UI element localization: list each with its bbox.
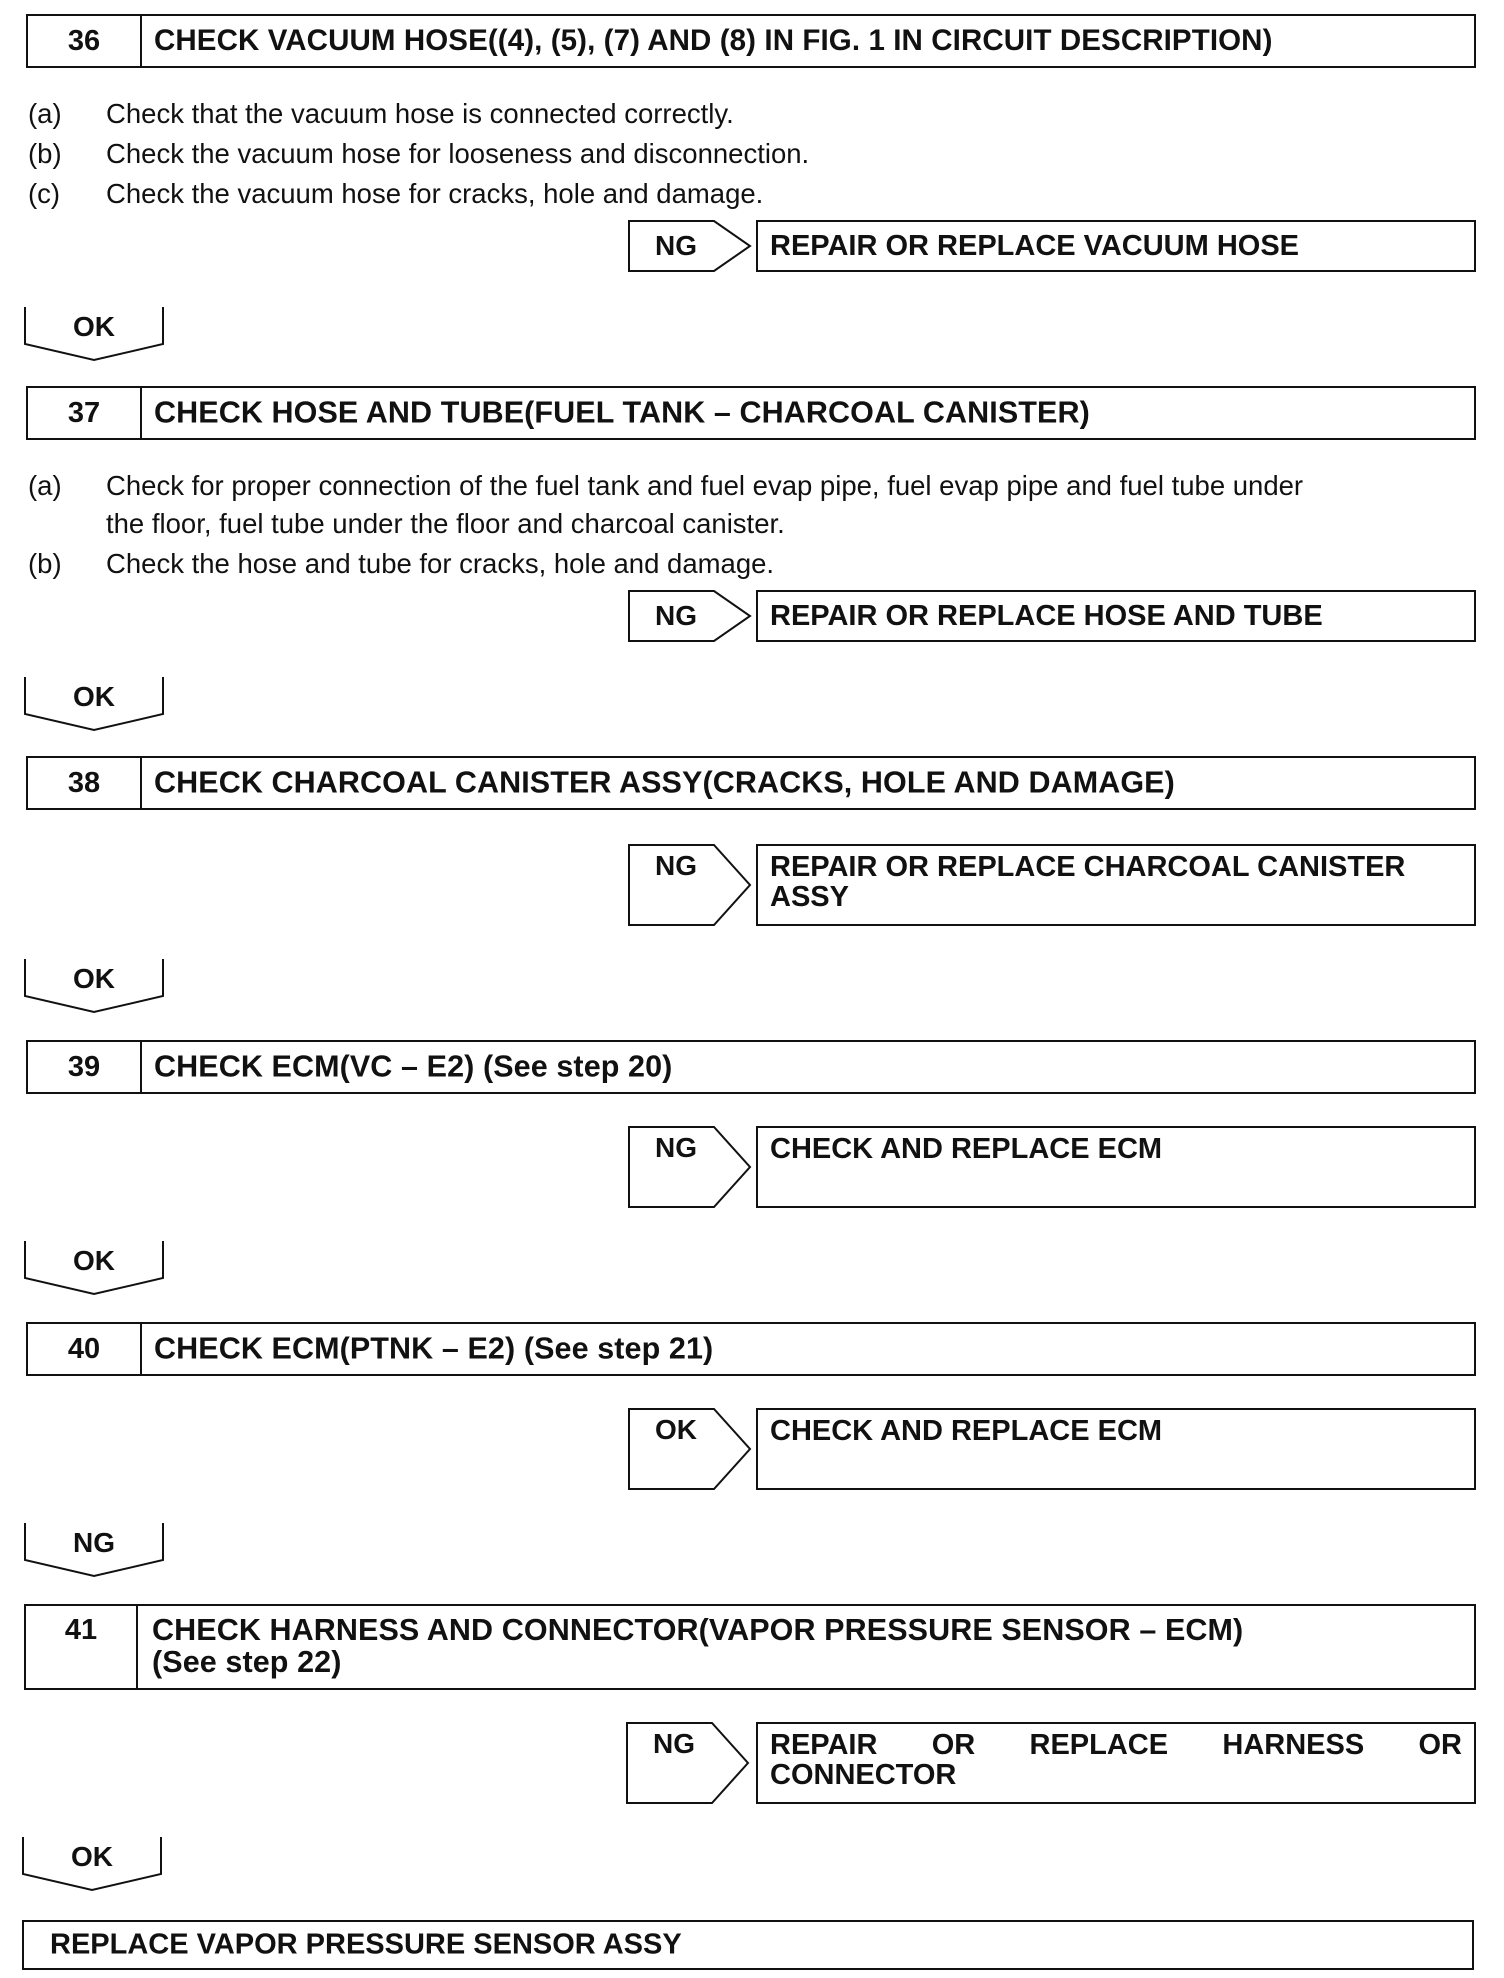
- action-word: REPLACE: [1029, 1729, 1169, 1761]
- step-39-branch-result: [628, 1126, 744, 1208]
- continue-label: OK: [73, 1245, 115, 1276]
- continue-label: OK: [73, 681, 115, 712]
- step-38-header: [26, 756, 1476, 810]
- step-40-continue-result: [24, 1522, 164, 1578]
- step-40-branch-result: [628, 1408, 744, 1490]
- action-text: REPAIR OR REPLACE HOSE AND TUBE: [770, 600, 1323, 632]
- step-39-continue-result: [24, 1240, 164, 1296]
- result-label: NG: [655, 600, 697, 631]
- result-label: NG: [653, 1728, 695, 1759]
- final-action-box: [22, 1920, 1474, 1970]
- action-text-line2: ASSY: [770, 881, 849, 913]
- step-36-branch-result: [628, 220, 744, 276]
- step-title: CHECK VACUUM HOSE((4), (5), (7) AND (8) IN FIG. 1 IN CIRCUIT DESCRIPTION): [154, 24, 1273, 57]
- action-text: CHECK AND REPLACE ECM: [770, 1133, 1163, 1165]
- step-36-continue-result: [24, 306, 164, 362]
- step-37-branch-action: [756, 590, 1476, 642]
- result-label: OK: [655, 1414, 697, 1445]
- item-text-line2: the floor, fuel tube under the floor and charcoal canister.: [106, 508, 785, 539]
- action-text: REPAIR OR REPLACE VACUUM HOSE: [770, 230, 1300, 262]
- action-text-line1: REPAIR OR REPLACE CHARCOAL CANISTER: [770, 851, 1406, 883]
- continue-label: OK: [71, 1841, 113, 1872]
- step-37-branch-result: [628, 590, 744, 646]
- item-text: Check the hose and tube for cracks, hole and damage.: [106, 548, 775, 579]
- item-letter: (a): [28, 470, 62, 501]
- result-label: NG: [655, 1132, 697, 1163]
- item-letter: (c): [28, 178, 61, 209]
- step-38-branch-action: [756, 844, 1476, 926]
- item-letter: (b): [28, 138, 62, 169]
- step-38-branch-result: [628, 844, 744, 926]
- step-number: 39: [28, 1042, 142, 1092]
- step-number: 36: [28, 16, 142, 66]
- step-number: 41: [26, 1606, 138, 1688]
- result-label: NG: [655, 850, 697, 881]
- step-37-header: [26, 386, 1476, 440]
- step-41-continue-result: [22, 1836, 162, 1892]
- continue-label: NG: [73, 1527, 115, 1558]
- step-37-continue-result: [24, 676, 164, 732]
- action-text: CHECK AND REPLACE ECM: [770, 1415, 1163, 1447]
- continue-label: OK: [73, 963, 115, 994]
- step-title: CHECK CHARCOAL CANISTER ASSY(CRACKS, HOLE AND DAMAGE): [154, 765, 1175, 800]
- item-letter: (b): [28, 548, 62, 579]
- action-word: HARNESS: [1222, 1729, 1365, 1761]
- action-word: OR: [1418, 1729, 1462, 1761]
- step-41-branch-result: [626, 1722, 742, 1804]
- step-36-header: [26, 14, 1476, 68]
- step-40-branch-action: [756, 1408, 1476, 1490]
- item-text: Check the vacuum hose for looseness and disconnection.: [106, 138, 810, 169]
- action-text-line2: CONNECTOR: [770, 1759, 957, 1791]
- step-39-branch-action: [756, 1126, 1476, 1208]
- step-number: 37: [28, 388, 142, 438]
- item-text-line1: Check for proper connection of the fuel tank and fuel evap pipe, fuel evap pipe and fuel tube under: [106, 470, 1304, 501]
- item-letter: (a): [28, 98, 62, 129]
- step-title: CHECK ECM(VC – E2) (See step 20): [154, 1049, 673, 1084]
- item-text: Check that the vacuum hose is connected correctly.: [106, 98, 734, 129]
- step-36-branch-action: [756, 220, 1476, 272]
- continue-label: OK: [73, 311, 115, 342]
- step-41-header: [24, 1604, 1476, 1690]
- step-number: 40: [28, 1324, 142, 1374]
- step-title-line2: (See step 22): [152, 1645, 342, 1679]
- final-action-text: REPLACE VAPOR PRESSURE SENSOR ASSY: [50, 1928, 682, 1961]
- step-39-header: [26, 1040, 1476, 1094]
- step-title: CHECK HOSE AND TUBE(FUEL TANK – CHARCOAL CANISTER): [154, 395, 1090, 430]
- item-text: Check the vacuum hose for cracks, hole and damage.: [106, 178, 764, 209]
- action-word: OR: [931, 1729, 976, 1761]
- step-title-line1: CHECK HARNESS AND CONNECTOR(VAPOR PRESSURE SENSOR – ECM): [152, 1613, 1244, 1647]
- step-41-branch-action: [756, 1722, 1476, 1804]
- step-40-header: [26, 1322, 1476, 1376]
- step-number: 38: [28, 758, 142, 808]
- action-word: REPAIR: [770, 1729, 878, 1761]
- action-text-line1: [770, 1730, 1462, 1760]
- step-38-continue-result: [24, 958, 164, 1014]
- step-title: CHECK ECM(PTNK – E2) (See step 21): [154, 1331, 714, 1366]
- result-label: NG: [655, 230, 697, 261]
